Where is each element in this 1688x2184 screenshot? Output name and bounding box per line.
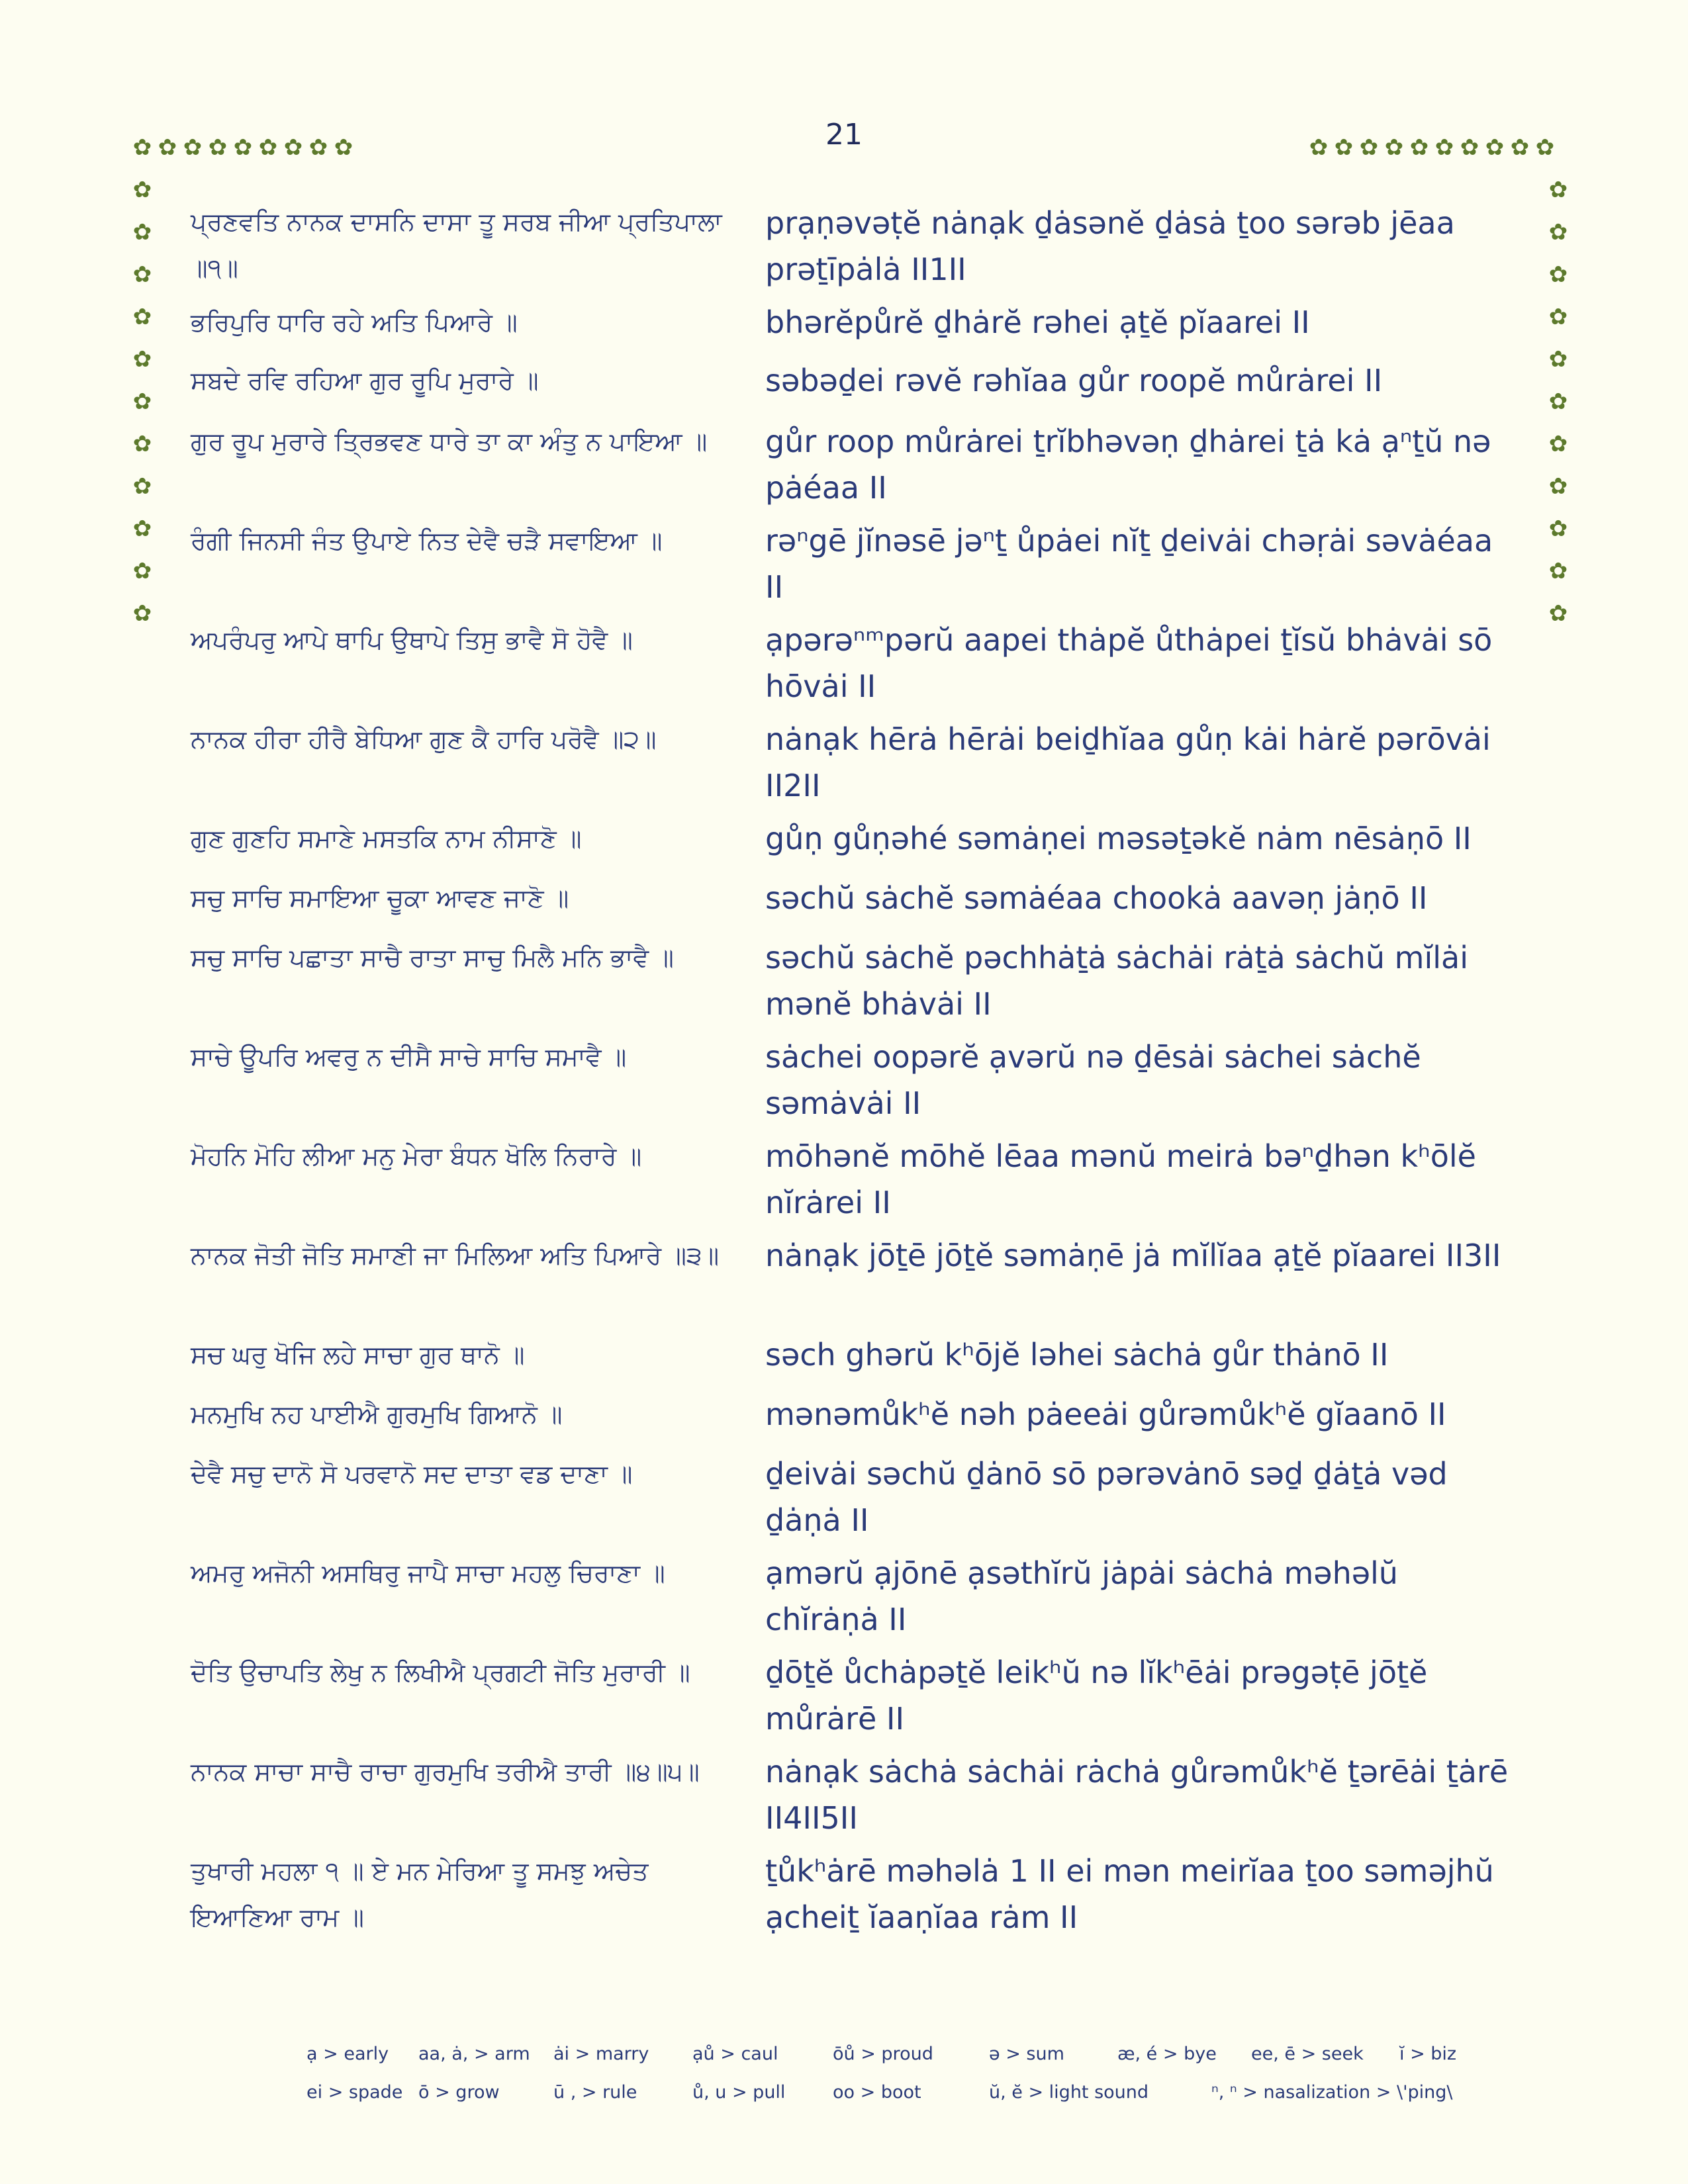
verse-gurmukhi: ਸਚੁ ਸਾਚਿ ਪਛਾਤਾ ਸਾਚੈ ਰਾਤਾ ਸਾਚੁ ਮਿਲੈ ਮਨਿ ਭਾਵੈ ॥ (191, 943, 674, 972)
flower-ornament-icon: ✿ (132, 346, 152, 373)
verse-transliteration: sȧchei oopərĕ ạvərŭ nə ḏēsȧi sȧchei sȧchĕ səmȧvȧi II (765, 1039, 1421, 1121)
verse-transliteration: nȧnạk sȧchȧ sȧchȧi rȧchȧ gůrəmůkʰĕ ṯərēȧi ṯȧrē II4II5II (765, 1754, 1509, 1836)
flower-ornament-icon: ✿ (1434, 134, 1454, 161)
verse-transliteration: nȧnạk hērȧ hērȧi beiḏhĭaa gůṇ kȧi hȧrĕ pərōvȧi II2II (765, 721, 1491, 803)
flower-ornament-icon: ✿ (1510, 134, 1530, 161)
verse-gurmukhi: ਤੁਖਾਰੀ ਮਹਲਾ ੧ ॥ ਏ ਮਨ ਮੇਰਿਆ ਤੂ ਸਮਝੁ ਅਚੇਤ ਇਆਣਿਆ ਰਾਮ ॥ (191, 1856, 649, 1932)
flower-ornament-icon: ✿ (132, 600, 152, 627)
flower-ornament-icon: ✿ (1548, 177, 1568, 203)
key-entry: ō > grow (418, 2082, 500, 2103)
flower-ornament-icon: ✿ (208, 134, 228, 161)
flower-ornament-icon: ✿ (1409, 134, 1429, 161)
key-entry: ȧi > marry (553, 2044, 649, 2064)
verse-transliteration: ḏeivȧi səchŭ ḏȧnō sō pərəvȧnō səḏ ḏȧṯȧ vəd ḏȧṇȧ II (765, 1456, 1448, 1538)
verse-transliteration: ḏōṯĕ ůchȧpəṯĕ leikʰŭ nə lĭkʰēȧi prəgəṭē jōṯĕ můrȧrē II (765, 1655, 1428, 1737)
flower-ornament-icon: ✿ (1548, 473, 1568, 500)
key-entry: ə > sum (989, 2044, 1064, 2064)
verse-gurmukhi: ਗੁਣ ਗੁਣਹਿ ਸਮਾਣੇ ਮਸਤਕਿ ਨਾਮ ਨੀਸਾਣੋ ॥ (191, 824, 582, 853)
verse-transliteration: nȧnạk jōṯē jōṯĕ səmȧṇē jȧ mĭlĭaa ạṯĕ pĭaarei II3II (765, 1238, 1501, 1273)
key-entry: æ, é > bye (1117, 2044, 1217, 2064)
verse-transliteration: ạmərŭ ạjōnē ạsəthĭrŭ jȧpȧi sȧchȧ məhəlŭ chĭrȧṇȧ II (765, 1555, 1398, 1637)
key-entry: aa, ȧ, > arm (418, 2044, 530, 2064)
verse-transliteration: ṯůkʰȧrē məhəlȧ 1 II ei mən meirĭaa ṯoo səməjhŭ ạcheiṯ ĭaaṇĭaa rȧm II (765, 1853, 1494, 1935)
verse-transliteration: səch ghərŭ kʰōjĕ ləhei sȧchȧ gůr thȧnō II (765, 1337, 1389, 1373)
verse-gurmukhi: ਮਨਮੁਖਿ ਨਹ ਪਾਈਐ ਗੁਰਮੁਖਿ ਗਿਆਨੋ ॥ (191, 1400, 563, 1429)
verse-gurmukhi: ਨਾਨਕ ਸਾਚਾ ਸਾਚੈ ਰਾਚਾ ਗੁਰਮੁਖਿ ਤਰੀਐ ਤਾਰੀ ॥੪॥੫॥ (191, 1757, 700, 1786)
verse-gurmukhi: ਨਾਨਕ ਜੋਤੀ ਜੋਤਿ ਸਮਾਣੀ ਜਾ ਮਿਲਿਆ ਅਤਿ ਪਿਆਰੇ ॥੩॥ (191, 1241, 720, 1270)
flower-ornament-icon: ✿ (1334, 134, 1354, 161)
verse-transliteration: gůr roop můrȧrei ṯrĭbhəvəṇ ḏhȧrei ṯȧ kȧ ạⁿṯŭ nə pȧéaa II (765, 424, 1491, 506)
flower-ornament-icon: ✿ (1548, 346, 1568, 373)
verse-gurmukhi: ਮੋਹਨਿ ਮੋਹਿ ਲੀਆ ਮਨੁ ਮੇਰਾ ਬੰਧਨ ਖੋਲਿ ਨਿਰਾਰੇ ॥ (191, 1142, 642, 1171)
flower-ornament-icon: ✿ (1548, 261, 1568, 288)
flower-ornament-icon: ✿ (1548, 431, 1568, 457)
flower-ornament-icon: ✿ (1548, 304, 1568, 330)
key-entry: ōů > proud (833, 2044, 933, 2064)
flower-ornament-icon: ✿ (132, 473, 152, 500)
verse-gurmukhi: ਦੋਤਿ ਉਚਾਪਤਿ ਲੇਖੁ ਨ ਲਿਖੀਐ ਪ੍ਰਗਟੀ ਜੋਤਿ ਮੁਰਾਰੀ ॥ (191, 1658, 690, 1687)
flower-ornament-icon: ✿ (334, 134, 353, 161)
verse-transliteration: bhərĕpůrĕ ḏhȧrĕ rəhei ạṯĕ pĭaarei II (765, 304, 1310, 340)
flower-ornament-icon: ✿ (1384, 134, 1404, 161)
verse-gurmukhi: ਪ੍ਰਣਵਤਿ ਨਾਨਕ ਦਾਸਨਿ ਦਾਸਾ ਤੂ ਸਰਬ ਜੀਆ ਪ੍ਰਤਿਪਾਲਾ ॥੧॥ (191, 207, 722, 283)
flower-ornament-icon: ✿ (1535, 134, 1555, 161)
flower-ornament-icon: ✿ (1548, 219, 1568, 246)
flower-ornament-icon: ✿ (233, 134, 253, 161)
key-entry: ei > spade (306, 2082, 403, 2103)
verse-gurmukhi: ਸਚੁ ਸਾਚਿ ਸਮਾਇਆ ਚੂਕਾ ਆਵਣ ਜਾਣੋ ॥ (191, 884, 569, 913)
key-entry: ŭ, ĕ > light sound (989, 2082, 1149, 2103)
key-entry: ee, ē > seek (1251, 2044, 1364, 2064)
flower-ornament-icon: ✿ (132, 304, 152, 330)
verse-gurmukhi: ਭਰਿਪੁਰਿ ਧਾਰਿ ਰਹੇ ਅਤਿ ਪਿਆਰੇ ॥ (191, 308, 518, 337)
verse-gurmukhi: ਅਮਰੁ ਅਜੋਨੀ ਅਸਥਿਰੁ ਜਾਪੈ ਸਾਚਾ ਮਹਲੁ ਚਿਰਾਣਾ ॥ (191, 1559, 665, 1588)
flower-ornament-icon: ✿ (1359, 134, 1379, 161)
flower-ornament-icon: ✿ (283, 134, 303, 161)
key-entry: ĭ > biz (1399, 2044, 1457, 2064)
flower-ornament-icon: ✿ (132, 177, 152, 203)
flower-ornament-icon: ✿ (132, 431, 152, 457)
flower-ornament-icon: ✿ (1460, 134, 1479, 161)
flower-ornament-icon: ✿ (1548, 388, 1568, 415)
flower-ornament-icon: ✿ (158, 134, 177, 161)
flower-ornament-icon: ✿ (258, 134, 278, 161)
key-entry: ů, u > pull (692, 2082, 786, 2103)
flower-ornament-icon: ✿ (1309, 134, 1329, 161)
flower-ornament-icon: ✿ (132, 516, 152, 542)
verse-transliteration: səchŭ sȧchĕ səmȧéaa chookȧ aavəṇ jȧṇō II (765, 880, 1428, 916)
verse-transliteration: ạpərəⁿᵐpərŭ aapei thȧpĕ ůthȧpei ṯĭsŭ bhȧvȧi sō hōvȧi II (765, 622, 1493, 704)
verse-transliteration: rəⁿgē jĭnəsē jəⁿṯ ůpȧei nĭṯ ḏeivȧi chəṛȧi səvȧéaa II (765, 523, 1493, 605)
flower-ornament-icon: ✿ (132, 388, 152, 415)
flower-ornament-icon: ✿ (132, 219, 152, 246)
flower-ornament-icon: ✿ (1548, 600, 1568, 627)
verse-gurmukhi: ਸਚ ਘਰੁ ਖੋਜਿ ਲਹੇ ਸਾਚਾ ਗੁਰ ਥਾਨੋ ॥ (191, 1340, 525, 1369)
flower-ornament-icon: ✿ (1548, 558, 1568, 584)
flower-ornament-icon: ✿ (308, 134, 328, 161)
verse-gurmukhi: ਸਬਦੇ ਰਵਿ ਰਹਿਆ ਗੁਰ ਰੂਪਿ ਮੁਰਾਰੇ ॥ (191, 366, 539, 395)
flower-ornament-icon: ✿ (1548, 516, 1568, 542)
key-entry: ū , > rule (553, 2082, 637, 2103)
verse-transliteration: səbəḏei rəvĕ rəhĭaa gůr roopĕ můrȧrei II (765, 363, 1383, 398)
verse-gurmukhi: ਦੇਵੈ ਸਚੁ ਦਾਨੋ ਸੋ ਪਰਵਾਨੋ ਸਦ ਦਾਤਾ ਵਡ ਦਾਣਾ ॥ (191, 1459, 633, 1488)
verse-gurmukhi: ਅਪਰੰਪਰੁ ਆਪੇ ਥਾਪਿ ਉਥਾਪੇ ਤਿਸੁ ਭਾਵੈ ਸੋ ਹੋਵੈ ॥ (191, 625, 633, 655)
flower-ornament-icon: ✿ (132, 558, 152, 584)
page-number: 21 (825, 118, 863, 152)
flower-ornament-icon: ✿ (132, 134, 152, 161)
key-entry: ⁿ, ⁿ > nasalization > \'ping\ (1211, 2082, 1453, 2103)
key-entry: oo > boot (833, 2082, 921, 2103)
verse-transliteration: mōhənĕ mōhĕ lēaa mənŭ meirȧ bəⁿḏhən kʰōlĕ nĭrȧrei II (765, 1138, 1476, 1220)
verse-transliteration: mənəmůkʰĕ nəh pȧeeȧi gůrəmůkʰĕ gĭaanō II (765, 1396, 1446, 1432)
verse-gurmukhi: ਨਾਨਕ ਹੀਰਾ ਹੀਰੈ ਬੇਧਿਆ ਗੁਣ ਕੈ ਹਾਰਿ ਪਰੋਵੈ ॥੨॥ (191, 725, 657, 754)
key-entry: ạ > early (306, 2044, 389, 2064)
verse-gurmukhi: ਗੁਰ ਰੂਪ ਮੁਰਾਰੇ ਤ੍ਰਿਭਵਣ ਧਾਰੇ ਤਾ ਕਾ ਅੰਤੁ ਨ ਪਾਇਆ ॥ (191, 427, 708, 456)
flower-ornament-icon: ✿ (132, 261, 152, 288)
flower-ornament-icon: ✿ (183, 134, 203, 161)
flower-ornament-icon: ✿ (1485, 134, 1505, 161)
verse-transliteration: prạṇəvəṭĕ nȧnạk ḏȧsənĕ ḏȧsȧ ṯoo sərəb jēaa prəṯīpȧlȧ II1II (765, 205, 1455, 287)
verse-gurmukhi: ਰੰਗੀ ਜਿਨਸੀ ਜੰਤ ਉਪਾਏ ਨਿਤ ਦੇਵੈ ਚੜੈ ਸਵਾਇਆ ॥ (191, 526, 663, 555)
key-entry: ạů > caul (692, 2044, 778, 2064)
verse-transliteration: gůṇ gůṇəhé səmȧṇei məsəṯəkĕ nȧm nēsȧṇō II (765, 821, 1472, 856)
verse-gurmukhi: ਸਾਚੇ ਊਪਰਿ ਅਵਰੁ ਨ ਦੀਸੈ ਸਾਚੇ ਸਾਚਿ ਸਮਾਵੈ ॥ (191, 1042, 627, 1071)
verse-transliteration: səchŭ sȧchĕ pəchhȧṯȧ sȧchȧi rȧṯȧ sȧchŭ mĭlȧi mənĕ bhȧvȧi II (765, 940, 1468, 1022)
